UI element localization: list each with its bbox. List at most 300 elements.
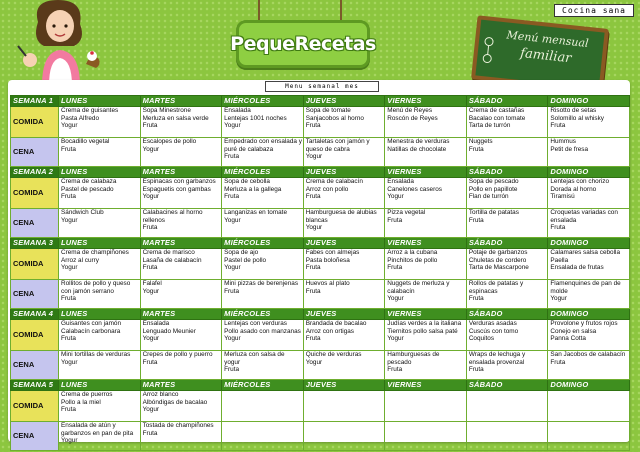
week-label: SEMANA 2 bbox=[11, 167, 59, 178]
day-header: JUEVES bbox=[303, 309, 385, 320]
menu-cell bbox=[466, 280, 548, 309]
cena-label: CENA bbox=[11, 280, 59, 309]
dish-item: Fruta bbox=[305, 287, 321, 295]
dish-item: Calamares salsa cebolla bbox=[550, 249, 620, 256]
dish-item: Crema de champiñones bbox=[61, 249, 129, 256]
dish-item: Pollo a la miel bbox=[61, 398, 101, 406]
cena-label: CENA bbox=[11, 422, 59, 451]
day-header: SÁBADO bbox=[466, 238, 548, 249]
menu-cell bbox=[548, 422, 630, 451]
dish-item: ensalada bbox=[550, 216, 577, 224]
day-header: LUNES bbox=[59, 167, 141, 178]
menu-cell bbox=[303, 178, 385, 209]
dish-item: Pasta Alfredo bbox=[61, 114, 100, 122]
menu-cell bbox=[548, 138, 630, 167]
dish-item: Pizza vegetal bbox=[387, 209, 426, 216]
dish-item: Sopa de cebolla bbox=[224, 178, 270, 185]
dish-item: Hummus bbox=[550, 138, 576, 145]
menu-cell bbox=[59, 107, 141, 138]
menu-cell bbox=[303, 280, 385, 309]
menu-cell bbox=[59, 320, 141, 351]
dish-item: Fruta bbox=[387, 216, 403, 224]
dish-item: Cuscús con tomo bbox=[468, 327, 519, 335]
dish-item: Yogur bbox=[142, 335, 160, 342]
dish-item: con jamón serrano bbox=[61, 287, 114, 295]
dish-item: Chuletas de cordero bbox=[468, 256, 527, 264]
dish-item: Lasaña de calabacín bbox=[142, 256, 202, 264]
dish-item: molde bbox=[550, 287, 568, 295]
menu-cell bbox=[59, 280, 141, 309]
dish-item: Tarta de Mascarpone bbox=[468, 264, 529, 271]
dish-item: Ensalada bbox=[142, 320, 170, 327]
dish-item: Fruta bbox=[142, 264, 158, 271]
day-header: DOMINGO bbox=[548, 167, 630, 178]
dish-item: Crema de castañas bbox=[468, 107, 525, 114]
day-header: LUNES bbox=[59, 96, 141, 107]
dish-item: Mini tortillas de verduras bbox=[61, 351, 131, 358]
dish-item: Espinacas con garbanzos bbox=[142, 178, 216, 185]
dish-item: Solomillo al whisky bbox=[550, 114, 605, 122]
menu-cell bbox=[59, 138, 141, 167]
logo-sign bbox=[230, 20, 376, 68]
dish-item: Flamenquines de pan de bbox=[550, 280, 621, 287]
day-header: LUNES bbox=[59, 238, 141, 249]
dish-item: Merluza con salsa de bbox=[224, 351, 285, 358]
dish-item: Crema de marisco bbox=[142, 249, 195, 256]
dish-item: Fruta bbox=[305, 264, 321, 271]
menu-cell bbox=[222, 178, 304, 209]
menu-cell bbox=[222, 107, 304, 138]
dish-item: rellenos bbox=[142, 216, 165, 224]
weekly-menu-table bbox=[10, 95, 630, 451]
week-header-row bbox=[11, 96, 630, 107]
dish-item: Verduras asadas bbox=[468, 320, 517, 327]
dish-item: Yogur bbox=[224, 335, 241, 342]
dish-item: Pasta boloñesa bbox=[305, 256, 350, 264]
dish-item: Rollitos de pollo y queso bbox=[61, 280, 131, 287]
day-header: MIÉRCOLES bbox=[222, 238, 304, 249]
cena-row bbox=[11, 351, 630, 380]
menu-cell bbox=[385, 320, 467, 351]
day-header: VIERNES bbox=[385, 96, 467, 107]
menu-cell bbox=[466, 320, 548, 351]
cena-label: CENA bbox=[11, 351, 59, 380]
dish-item: Pastel de pescado bbox=[61, 185, 114, 193]
dish-item: Fabes con almejas bbox=[305, 249, 360, 256]
menu-cell bbox=[140, 320, 222, 351]
dish-item: Ensalada de atún y bbox=[61, 422, 116, 429]
day-header: SÁBADO bbox=[466, 96, 548, 107]
dish-item: ensalada provenzal bbox=[468, 358, 525, 366]
dish-item: puré de calabaza bbox=[224, 145, 274, 153]
dish-item: Nuggets bbox=[468, 138, 493, 145]
dish-item: Tarta de turrón bbox=[468, 122, 511, 129]
menu-cell bbox=[385, 391, 467, 422]
week-label: SEMANA 5 bbox=[11, 380, 59, 391]
menu-cell bbox=[222, 320, 304, 351]
dish-item: Tiernitos pollo salsa paté bbox=[387, 327, 458, 335]
dish-item: Roscón de Reyes bbox=[387, 114, 438, 122]
dish-item: Falafel bbox=[142, 280, 162, 287]
menu-cell bbox=[59, 209, 141, 238]
menu-cell bbox=[303, 107, 385, 138]
menu-cell bbox=[140, 178, 222, 209]
dish-item: Quiche de verduras bbox=[305, 351, 362, 358]
menu-cell bbox=[466, 107, 548, 138]
menu-cell bbox=[466, 249, 548, 280]
cena-row bbox=[11, 280, 630, 309]
dish-item: Fruta bbox=[387, 264, 403, 271]
dish-item: Sopa Minestrone bbox=[142, 107, 191, 114]
menu-cell bbox=[385, 178, 467, 209]
dish-item: Menestra de verduras bbox=[387, 138, 450, 145]
dish-item: Yogur bbox=[142, 287, 160, 295]
dish-item: Empedrado con ensalada y bbox=[224, 138, 302, 145]
dish-item: Fruta bbox=[142, 224, 158, 231]
cena-row bbox=[11, 422, 630, 451]
dish-item: Arroz al curry bbox=[61, 256, 99, 264]
dish-item: Merluza en salsa verde bbox=[142, 114, 209, 122]
dish-item: Calabacín carbonara bbox=[61, 327, 121, 335]
chef-illustration bbox=[16, 0, 106, 86]
menu-cell bbox=[466, 391, 548, 422]
menu-cell bbox=[222, 280, 304, 309]
day-header: VIERNES bbox=[385, 309, 467, 320]
dish-item: Canelones caseros bbox=[387, 185, 442, 193]
day-header: MIÉRCOLES bbox=[222, 167, 304, 178]
menu-cell bbox=[303, 138, 385, 167]
comida-row bbox=[11, 320, 630, 351]
menu-cell bbox=[385, 107, 467, 138]
dish-item: Mini pizzas de berenjenas bbox=[224, 280, 299, 287]
dish-item: garbanzos en pan de pita bbox=[61, 429, 134, 437]
dish-item: Tartaletas con jamón y bbox=[305, 138, 370, 145]
dish-item: queso de cabra bbox=[305, 145, 350, 153]
menu-cell bbox=[59, 351, 141, 380]
week-label: SEMANA 4 bbox=[11, 309, 59, 320]
menu-cell bbox=[222, 209, 304, 238]
dish-item: Tortilla de patatas bbox=[468, 209, 519, 216]
dish-item: Judías verdes a la italiana bbox=[387, 320, 462, 327]
menu-cell bbox=[548, 249, 630, 280]
dish-item: Lentejas con chorizo bbox=[550, 178, 609, 185]
dish-item: Yogur bbox=[61, 437, 78, 444]
dish-item: Hamburguesas de bbox=[387, 351, 440, 358]
dish-item: Bacalao con tomate bbox=[468, 114, 526, 122]
dish-item: Lentejas con verduras bbox=[224, 320, 288, 327]
dish-item: Panna Cotta bbox=[550, 335, 586, 342]
menu-cell bbox=[140, 209, 222, 238]
week-header-row bbox=[11, 238, 630, 249]
dish-item: Yogur bbox=[61, 264, 78, 271]
dish-item: Arroz a la cubana bbox=[387, 249, 438, 256]
dish-item: Albóndigas de bacalao bbox=[142, 398, 208, 406]
dish-item: Sándwich Club bbox=[61, 209, 104, 216]
dish-item: Guisantes con jamón bbox=[61, 320, 122, 327]
day-header: LUNES bbox=[59, 380, 141, 391]
dish-item: Fruta bbox=[550, 122, 566, 129]
menu-cell bbox=[59, 391, 141, 422]
dish-item: Ensalada de frutas bbox=[550, 264, 604, 271]
day-header: VIERNES bbox=[385, 238, 467, 249]
dish-item: Yogur bbox=[142, 193, 160, 200]
menu-cell bbox=[385, 249, 467, 280]
menu-cell bbox=[385, 422, 467, 451]
menu-cell bbox=[303, 209, 385, 238]
dish-item: Conejo en salsa bbox=[550, 327, 597, 335]
dish-item: Flan de turrón bbox=[468, 193, 509, 200]
menu-cell bbox=[548, 209, 630, 238]
dish-item: Pastel de pollo bbox=[224, 256, 267, 264]
dish-item: Yogur bbox=[224, 264, 241, 271]
day-header: MIÉRCOLES bbox=[222, 96, 304, 107]
dish-item: Fruta bbox=[224, 366, 240, 373]
dish-item: Espaguetis con gambas bbox=[142, 185, 211, 193]
menu-cell bbox=[548, 351, 630, 380]
dish-item: Arroz con ortigas bbox=[305, 327, 354, 335]
dish-item: Ensalada bbox=[387, 178, 414, 185]
dish-item: Sanjacobos al horno bbox=[305, 114, 364, 122]
dish-item: Yogur bbox=[305, 224, 323, 231]
dish-item: Hamburguesa de alubias bbox=[305, 209, 377, 216]
comida-label: COMIDA bbox=[11, 391, 59, 422]
dish-item: Fruta bbox=[142, 122, 158, 129]
day-header: DOMINGO bbox=[548, 96, 630, 107]
dish-item: Croquetas variadas con bbox=[550, 209, 618, 216]
chalkboard-line-1: Menú mensual bbox=[505, 28, 590, 50]
menu-cell bbox=[140, 249, 222, 280]
dish-item: Fruta bbox=[61, 335, 76, 342]
dish-item: Fruta bbox=[550, 224, 566, 231]
menu-cell bbox=[385, 138, 467, 167]
day-header: VIERNES bbox=[385, 380, 467, 391]
menu-cell bbox=[140, 391, 222, 422]
menu-cell bbox=[222, 422, 304, 451]
week-header-row bbox=[11, 167, 630, 178]
menu-cell bbox=[385, 280, 467, 309]
comida-row bbox=[11, 391, 630, 422]
menu-cell bbox=[222, 138, 304, 167]
menu-cell bbox=[222, 391, 304, 422]
dish-item: Fruta bbox=[142, 358, 158, 366]
dish-item: Yogur bbox=[142, 145, 160, 153]
dish-item: Paella bbox=[550, 256, 569, 264]
dish-item: Crema de calabaza bbox=[61, 178, 117, 185]
dish-item: Risotto de setas bbox=[550, 107, 597, 114]
day-header: SÁBADO bbox=[466, 167, 548, 178]
comida-label: COMIDA bbox=[11, 178, 59, 209]
day-header: MARTES bbox=[140, 380, 222, 391]
dish-item: Fruta bbox=[142, 429, 158, 437]
dish-item: Yogur bbox=[550, 295, 567, 302]
week-header-row bbox=[11, 309, 630, 320]
dish-item: Fruta bbox=[61, 193, 76, 200]
dish-item: Fruta bbox=[61, 295, 76, 302]
dish-item: Escalopes de pollo bbox=[142, 138, 197, 145]
dish-item: Yogur bbox=[387, 335, 404, 342]
dish-item: Pollo en papillote bbox=[468, 185, 518, 193]
dish-item: Crepes de pollo y puerro bbox=[142, 351, 213, 358]
dish-item: Yogur bbox=[61, 358, 78, 366]
comida-row bbox=[11, 249, 630, 280]
dish-item: Sopa de tomate bbox=[305, 107, 351, 114]
dish-item: Lenguado Meunier bbox=[142, 327, 196, 335]
menu-cell bbox=[548, 107, 630, 138]
menu-cell bbox=[548, 178, 630, 209]
dish-item: Coquitos bbox=[468, 335, 495, 342]
dish-item: Nuggets de merluza y bbox=[387, 280, 450, 287]
dish-item: Tiramisú bbox=[550, 193, 575, 200]
dish-item: Ensalada bbox=[224, 107, 251, 114]
dish-item: Yogur bbox=[142, 406, 160, 413]
day-header: JUEVES bbox=[303, 167, 385, 178]
menu-cell bbox=[222, 351, 304, 380]
dish-item: Crema de guisantes bbox=[61, 107, 119, 114]
menu-cell bbox=[222, 249, 304, 280]
dish-item: Yogur bbox=[387, 295, 404, 302]
menu-cell bbox=[59, 422, 141, 451]
menu-cell bbox=[466, 209, 548, 238]
corner-stamp: Cocina sana bbox=[554, 4, 634, 17]
dish-item: Huevos al plato bbox=[305, 280, 350, 287]
dish-item: Arroz blanco bbox=[142, 391, 179, 398]
dish-item: Fruta bbox=[305, 193, 321, 200]
comida-row bbox=[11, 107, 630, 138]
dish-item: Fruta bbox=[387, 366, 403, 373]
menu-cell bbox=[140, 107, 222, 138]
dish-item: Fruta bbox=[468, 366, 484, 373]
menu-cell bbox=[548, 320, 630, 351]
menu-cell bbox=[303, 249, 385, 280]
menu-cell bbox=[466, 351, 548, 380]
menu-cell bbox=[385, 209, 467, 238]
dish-item: Yogur bbox=[61, 216, 78, 224]
menu-cell bbox=[303, 422, 385, 451]
dish-item: Fruta bbox=[305, 122, 321, 129]
dish-item: Yogur bbox=[305, 358, 323, 366]
dish-item: calabacín bbox=[387, 287, 415, 295]
dish-item: Provolone y frutos rojos bbox=[550, 320, 618, 327]
dish-item: Bocadillo vegetal bbox=[61, 138, 110, 145]
dish-item: San Jacobos de calabacín bbox=[550, 351, 626, 358]
dish-item: Crema de calabacín bbox=[305, 178, 363, 185]
dish-item: Fruta bbox=[305, 335, 321, 342]
comida-label: COMIDA bbox=[11, 107, 59, 138]
dish-item: blancas bbox=[305, 216, 328, 224]
dish-item: Sopa de pescado bbox=[468, 178, 519, 185]
day-header: MARTES bbox=[140, 309, 222, 320]
dish-item: Yogur bbox=[224, 122, 241, 129]
dish-item: Fruta bbox=[468, 216, 484, 224]
dish-item: Natillas de chocolate bbox=[387, 145, 447, 153]
comida-row bbox=[11, 178, 630, 209]
dish-item: Merluza a la gallega bbox=[224, 185, 282, 193]
menu-cell bbox=[140, 138, 222, 167]
day-header: DOMINGO bbox=[548, 309, 630, 320]
dish-item: Fruta bbox=[224, 287, 240, 295]
dish-item: Pinchitos de pollo bbox=[387, 256, 438, 264]
dish-item: Yogur bbox=[61, 122, 78, 129]
dish-item: Yogur bbox=[305, 153, 323, 160]
day-header: LUNES bbox=[59, 309, 141, 320]
menu-cell bbox=[548, 280, 630, 309]
menu-cell bbox=[385, 351, 467, 380]
day-header: JUEVES bbox=[303, 238, 385, 249]
cena-label: CENA bbox=[11, 209, 59, 238]
day-header: MIÉRCOLES bbox=[222, 309, 304, 320]
menu-cell bbox=[59, 178, 141, 209]
week-label: SEMANA 3 bbox=[11, 238, 59, 249]
day-header: SÁBADO bbox=[466, 309, 548, 320]
dish-item: Tostada de champiñones bbox=[142, 422, 214, 429]
week-header-row bbox=[11, 380, 630, 391]
dish-item: pescado bbox=[387, 358, 412, 366]
menu-cell bbox=[466, 138, 548, 167]
menu-cell bbox=[140, 351, 222, 380]
day-header: JUEVES bbox=[303, 96, 385, 107]
chalkboard-title bbox=[493, 27, 600, 69]
dish-item: Fruta bbox=[550, 358, 566, 366]
dish-item: Fruta bbox=[224, 153, 240, 160]
day-header: JUEVES bbox=[303, 380, 385, 391]
menu-cell bbox=[59, 249, 141, 280]
dish-item: Arroz con pollo bbox=[305, 185, 349, 193]
day-header: MARTES bbox=[140, 167, 222, 178]
comida-label: COMIDA bbox=[11, 249, 59, 280]
dish-item: Calabacines al horno bbox=[142, 209, 203, 216]
menu-cell bbox=[303, 320, 385, 351]
day-header: VIERNES bbox=[385, 167, 467, 178]
menu-cell bbox=[548, 391, 630, 422]
day-header: DOMINGO bbox=[548, 380, 630, 391]
dish-item: Fruta bbox=[61, 145, 76, 153]
menu-cell bbox=[140, 280, 222, 309]
cena-label: CENA bbox=[11, 138, 59, 167]
menu-cell bbox=[140, 422, 222, 451]
dish-item: Menú de Reyes bbox=[387, 107, 433, 114]
day-header: MARTES bbox=[140, 96, 222, 107]
cena-row bbox=[11, 138, 630, 167]
menu-cell bbox=[303, 391, 385, 422]
dish-item: Fruta bbox=[61, 406, 76, 413]
dish-item: yogur bbox=[224, 358, 241, 366]
dish-item: espinacas bbox=[468, 287, 498, 295]
menu-cell bbox=[466, 178, 548, 209]
dish-item: Yogur bbox=[224, 216, 241, 224]
table-caption: Menu semanal mes bbox=[265, 81, 379, 92]
dish-item: Petit de fresa bbox=[550, 145, 589, 153]
dish-item: Wraps de lechuga y bbox=[468, 351, 526, 358]
dish-item: Langanizas en tomate bbox=[224, 209, 288, 216]
dish-item: Yogur bbox=[387, 193, 404, 200]
dish-item: Lentejas 1001 noches bbox=[224, 114, 287, 122]
comida-label: COMIDA bbox=[11, 320, 59, 351]
dish-item: Pollo asado con manzanas bbox=[224, 327, 301, 335]
dish-item: Fruta bbox=[468, 295, 484, 302]
week-label: SEMANA 1 bbox=[11, 96, 59, 107]
dish-item: Fruta bbox=[224, 193, 240, 200]
dish-item: Potaje de garbanzos bbox=[468, 249, 528, 256]
day-header: SÁBADO bbox=[466, 380, 548, 391]
day-header: MARTES bbox=[140, 238, 222, 249]
dish-item: Rollos de patatas y bbox=[468, 280, 524, 287]
dish-item: Crema de puerros bbox=[61, 391, 113, 398]
chalkboard-line-2: familiar bbox=[519, 45, 573, 67]
cena-row bbox=[11, 209, 630, 238]
dish-item: Fruta bbox=[468, 145, 484, 153]
day-header: MIÉRCOLES bbox=[222, 380, 304, 391]
menu-cell bbox=[466, 422, 548, 451]
